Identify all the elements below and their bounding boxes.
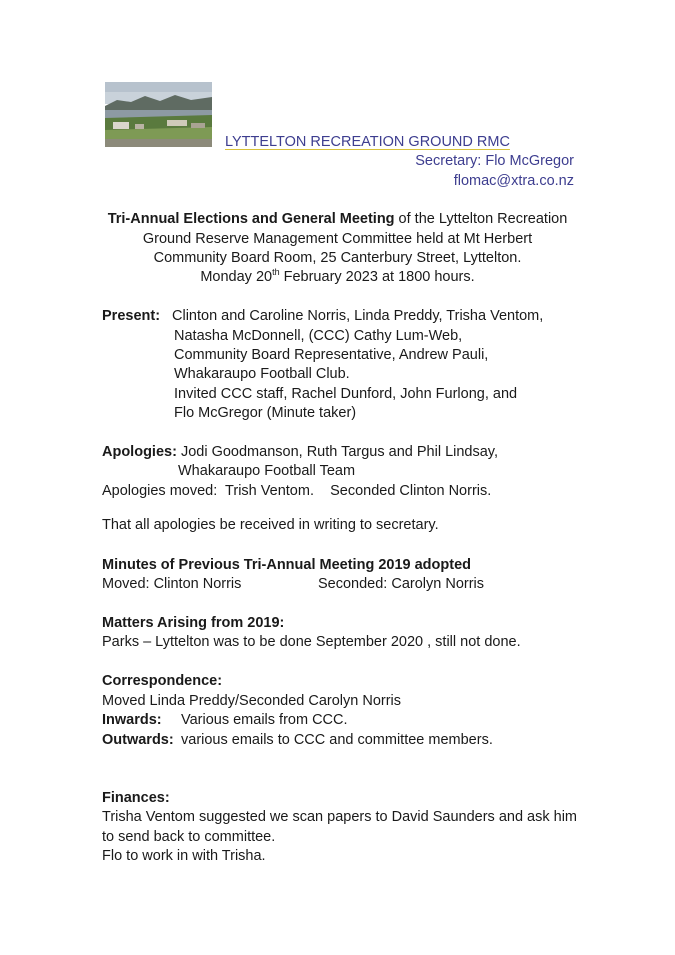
apologies-line-2: Whakaraupo Football Team	[178, 463, 356, 479]
minutes-seconded: Seconded: Carolyn Norris	[318, 576, 485, 592]
correspondence-heading	[102, 672, 222, 692]
meeting-line-2: Ground Reserve Management Committee held at Mt Herbert	[142, 231, 533, 247]
minutes-heading-text: Minutes of Previous Tri-Annual Meeting 2019 adopted	[102, 557, 471, 573]
header-photo	[105, 82, 212, 147]
meeting-date	[0, 268, 675, 288]
finances-heading-text: Finances:	[102, 790, 170, 806]
present-line-4: Whakaraupo Football Club.	[174, 366, 350, 382]
apologies-moved: Apologies moved: Trish Ventom. Seconded Clinton Norris.	[102, 483, 492, 499]
present-line-3: Community Board Representative, Andrew Pauli,	[174, 347, 489, 363]
inwards-label	[102, 711, 162, 731]
org-name: LYTTELTON RECREATION GROUND RMC	[225, 134, 510, 150]
apologies-names: Jodi Goodmanson, Ruth Targus and Phil Lindsay,	[180, 444, 498, 460]
meeting-title-rest: of the Lyttelton Recreation	[394, 211, 568, 227]
finances-line-3: Flo to work in with Trisha.	[102, 848, 266, 864]
apologies-line-1	[102, 443, 498, 463]
meeting-date-b: February 2023 at 1800 hours.	[279, 269, 475, 285]
apologies-resolution: That all apologies be received in writing to secretary.	[102, 517, 439, 533]
matters-heading-text: Matters Arising from 2019:	[102, 615, 285, 631]
meeting-title	[0, 210, 675, 230]
correspondence-moved: Moved Linda Preddy/Seconded Carolyn Norris	[102, 693, 402, 709]
apologies-label: Apologies:	[102, 444, 177, 460]
present-line-1: Clinton and Caroline Norris, Linda Preddy, Trisha Ventom,	[172, 308, 544, 324]
present-line-2: Natasha McDonnell, (CCC) Cathy Lum-Web,	[174, 328, 463, 344]
secretary-email: flomac@xtra.co.nz	[453, 173, 574, 189]
finances-line-2: to send back to committee.	[102, 829, 276, 845]
harbour-landscape-image	[105, 82, 212, 147]
outwards-text: various emails to CCC and committee members.	[181, 732, 493, 748]
present-line-5: Invited CCC staff, Rachel Dunford, John Furlong, and	[174, 386, 518, 402]
finances-line-1: Trisha Ventom suggested we scan papers to David Saunders and ask him	[102, 809, 578, 825]
inwards-label-text: Inwards:	[102, 712, 162, 728]
finances-heading	[102, 789, 170, 809]
meeting-line-3: Community Board Room, 25 Canterbury Street, Lyttelton.	[153, 250, 522, 266]
inwards-text: Various emails from CCC.	[181, 712, 348, 728]
matters-heading	[102, 614, 284, 634]
meeting-date-sup: th	[272, 267, 280, 278]
present-line-6: Flo McGregor (Minute taker)	[174, 405, 357, 421]
matters-text: Parks – Lyttelton was to be done September 2020 , still not done.	[102, 634, 521, 650]
minutes-moved: Moved: Clinton Norris	[102, 576, 242, 592]
present-label	[102, 307, 160, 327]
meeting-date-a: Monday 20	[200, 269, 273, 285]
outwards-label	[102, 731, 174, 751]
secretary-line: Secretary: Flo McGregor	[415, 153, 574, 169]
meeting-title-bold: Tri-Annual Elections and General Meeting	[107, 211, 395, 227]
outwards-label-text: Outwards:	[102, 732, 174, 748]
minutes-heading	[102, 556, 471, 576]
correspondence-heading-text: Correspondence:	[102, 673, 223, 689]
present-label-text: Present:	[102, 308, 161, 324]
